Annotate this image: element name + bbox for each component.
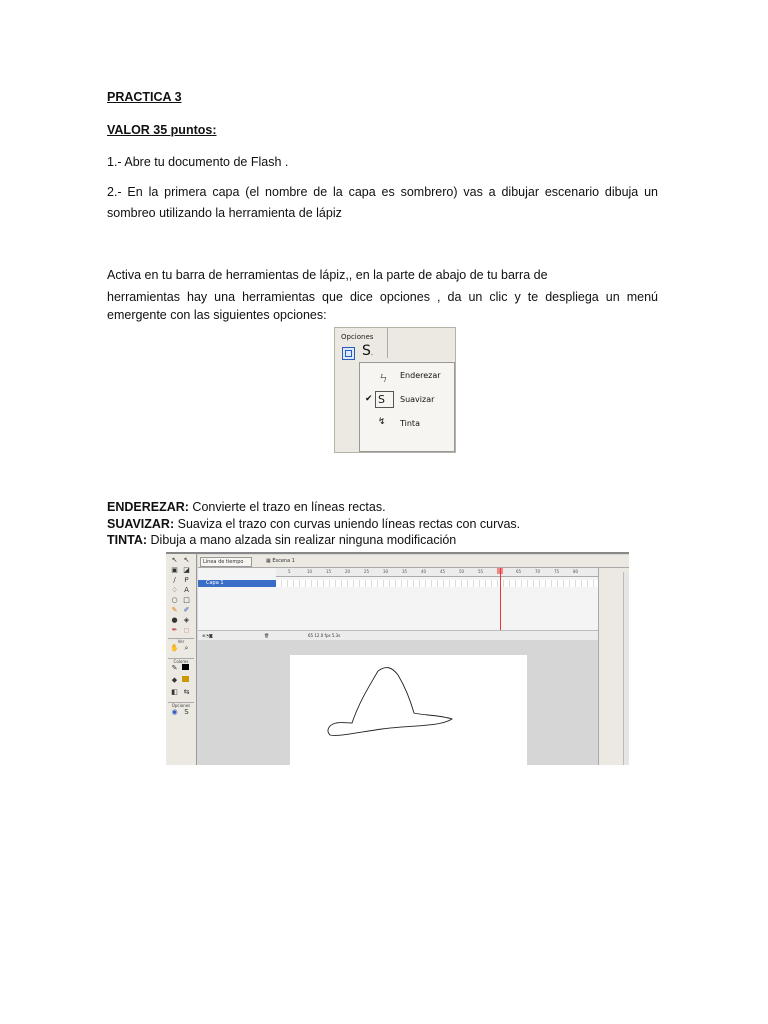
step-1: 1.- Abre tu documento de Flash . bbox=[107, 155, 289, 169]
step-2-line-1: 2.- En la primera capa (el nombre de la capa es sombrero) vas a dibujar escenario dibuja un bbox=[107, 185, 658, 199]
fill-swatch[interactable] bbox=[182, 676, 189, 682]
term-suavizar: SUAVIZAR: bbox=[107, 517, 175, 531]
add-layer-icon[interactable]: ⊕◔◙ bbox=[202, 633, 213, 638]
options-header: Opciones bbox=[341, 333, 374, 341]
pencil-mode-menu bbox=[359, 362, 455, 452]
menu-item-enderezar[interactable] bbox=[360, 365, 454, 387]
swap-colors-icon[interactable]: ⇆ bbox=[183, 688, 190, 696]
text-tool-icon[interactable]: A bbox=[184, 586, 189, 594]
pencil-mode-option-icon[interactable]: S bbox=[184, 708, 189, 716]
hand-tool-icon[interactable]: ✋ bbox=[170, 644, 179, 652]
ruler-tick: 10 bbox=[307, 569, 313, 574]
ruler-tick: 65 bbox=[516, 569, 522, 574]
practice-title: PRACTICA 3 bbox=[107, 90, 182, 104]
ruler-tick: 40 bbox=[421, 569, 427, 574]
term-enderezar: ENDEREZAR: bbox=[107, 500, 189, 514]
panel-divider bbox=[387, 328, 388, 358]
vertical-scrollbar[interactable] bbox=[623, 572, 629, 765]
subselect-tool-icon[interactable]: ↖ bbox=[183, 556, 190, 564]
rectangle-tool-icon[interactable]: □ bbox=[183, 596, 190, 604]
ruler-tick: 75 bbox=[554, 569, 560, 574]
options-menu-screenshot bbox=[334, 327, 456, 453]
gradient-tool-icon[interactable]: ◪ bbox=[183, 566, 190, 574]
checkmark-icon: ✔ bbox=[365, 394, 373, 404]
zoom-tool-icon[interactable]: ⌕ bbox=[184, 644, 189, 652]
definition-suavizar bbox=[107, 517, 520, 531]
stroke-color-icon[interactable]: ✎ bbox=[171, 664, 178, 672]
ruler-tick: 20 bbox=[345, 569, 351, 574]
pen-tool-icon[interactable]: ♢ bbox=[171, 586, 178, 594]
lasso-tool-icon[interactable]: ᑭ bbox=[184, 576, 189, 584]
ruler-tick: 30 bbox=[383, 569, 389, 574]
timeline-panel bbox=[198, 568, 598, 640]
hat-drawing bbox=[290, 655, 527, 765]
definition-enderezar bbox=[107, 500, 386, 514]
frame-info: 65 12.0 fps 5.3s bbox=[308, 633, 341, 638]
ruler-tick: 50 bbox=[459, 569, 465, 574]
arrow-tool-icon[interactable]: ↖ bbox=[171, 556, 178, 564]
pencil-tool-icon[interactable]: ✎ bbox=[171, 606, 178, 614]
timeline-header bbox=[198, 555, 629, 568]
definition-tinta bbox=[107, 533, 456, 547]
eyedropper-icon[interactable]: ✒ bbox=[171, 626, 178, 634]
ruler-tick: 55 bbox=[478, 569, 484, 574]
text-tinta: Dibuja a mano alzada sin realizar ninguna modificación bbox=[147, 533, 457, 547]
paragraph-line-3: emergente con las siguientes opciones: bbox=[107, 308, 327, 322]
menu-item-label: Tinta bbox=[400, 419, 420, 428]
ruler-tick: 45 bbox=[440, 569, 446, 574]
step-2-line-2: sombreo utilizando la herramienta de lápiz bbox=[107, 206, 342, 220]
text-suavizar: Suaviza el trazo con curvas uniendo líneas rectas con curvas. bbox=[174, 517, 521, 531]
object-drawing-icon[interactable] bbox=[342, 347, 355, 360]
menu-item-label: Suavizar bbox=[400, 395, 435, 404]
layer-frames[interactable] bbox=[276, 580, 598, 587]
toolbox-section-view: Ver bbox=[168, 638, 194, 644]
delete-layer-icon[interactable]: 🗑 bbox=[264, 633, 270, 638]
stage-area bbox=[198, 640, 598, 765]
toolbox-section-options: Opciones bbox=[168, 702, 194, 708]
scene-label[interactable] bbox=[266, 558, 295, 564]
paragraph-line-1: Activa en tu barra de herramientas de lápiz,, en la parte de abajo de tu barra de bbox=[107, 268, 548, 282]
paint-bucket-icon[interactable]: ◈ bbox=[183, 616, 190, 624]
paragraph-line-2: herramientas hay una herramientas que dice opciones , da un clic y te despliega un menú bbox=[107, 290, 658, 304]
scene-name: Escena 1 bbox=[272, 558, 295, 564]
ruler-tick: 25 bbox=[364, 569, 370, 574]
ruler-tick: 35 bbox=[402, 569, 408, 574]
scene-icon: ▦ bbox=[266, 558, 273, 564]
ruler-tick: 80 bbox=[573, 569, 579, 574]
text-enderezar: Convierte el trazo en líneas rectas. bbox=[188, 500, 386, 514]
ruler-tick: 15 bbox=[326, 569, 332, 574]
menu-item-suavizar[interactable] bbox=[360, 389, 454, 411]
menu-item-label: Enderezar bbox=[400, 371, 441, 380]
toolbox-section-colors: Colores bbox=[168, 658, 194, 664]
stroke-swatch[interactable] bbox=[182, 664, 189, 670]
flash-ide-screenshot bbox=[166, 552, 629, 765]
smooth-icon: S bbox=[378, 393, 385, 406]
value-heading: VALOR 35 puntos: bbox=[107, 123, 217, 137]
timeline-tab[interactable]: Línea de tiempo bbox=[200, 557, 252, 567]
brush-tool-icon[interactable]: ✐ bbox=[183, 606, 190, 614]
stage-canvas[interactable] bbox=[290, 655, 527, 765]
black-white-icon[interactable]: ◧ bbox=[171, 688, 178, 696]
frame-ruler bbox=[276, 568, 598, 577]
ink-icon: ↯ bbox=[378, 417, 386, 427]
window-top-edge bbox=[166, 552, 629, 554]
layer-name: Capa 1 bbox=[206, 580, 224, 586]
transform-tool-icon[interactable]: ▣ bbox=[171, 566, 178, 574]
oval-tool-icon[interactable]: ○ bbox=[171, 596, 178, 604]
layer-row[interactable] bbox=[198, 580, 276, 587]
eraser-icon[interactable]: ◻ bbox=[183, 626, 190, 634]
line-tool-icon[interactable]: / bbox=[173, 576, 176, 584]
ruler-tick: 70 bbox=[535, 569, 541, 574]
ruler-tick: 5 bbox=[288, 569, 291, 574]
term-tinta: TINTA: bbox=[107, 533, 148, 547]
fill-color-icon[interactable]: ◆ bbox=[171, 676, 178, 684]
menu-item-tinta[interactable] bbox=[360, 413, 454, 435]
toolbox-panel bbox=[166, 554, 197, 765]
pencil-mode-icon[interactable]: S. bbox=[362, 343, 374, 359]
object-drawing-option-icon[interactable]: ◉ bbox=[171, 708, 178, 716]
straighten-icon: ㄣ bbox=[378, 371, 389, 384]
ink-bottle-icon[interactable]: ● bbox=[171, 616, 178, 624]
